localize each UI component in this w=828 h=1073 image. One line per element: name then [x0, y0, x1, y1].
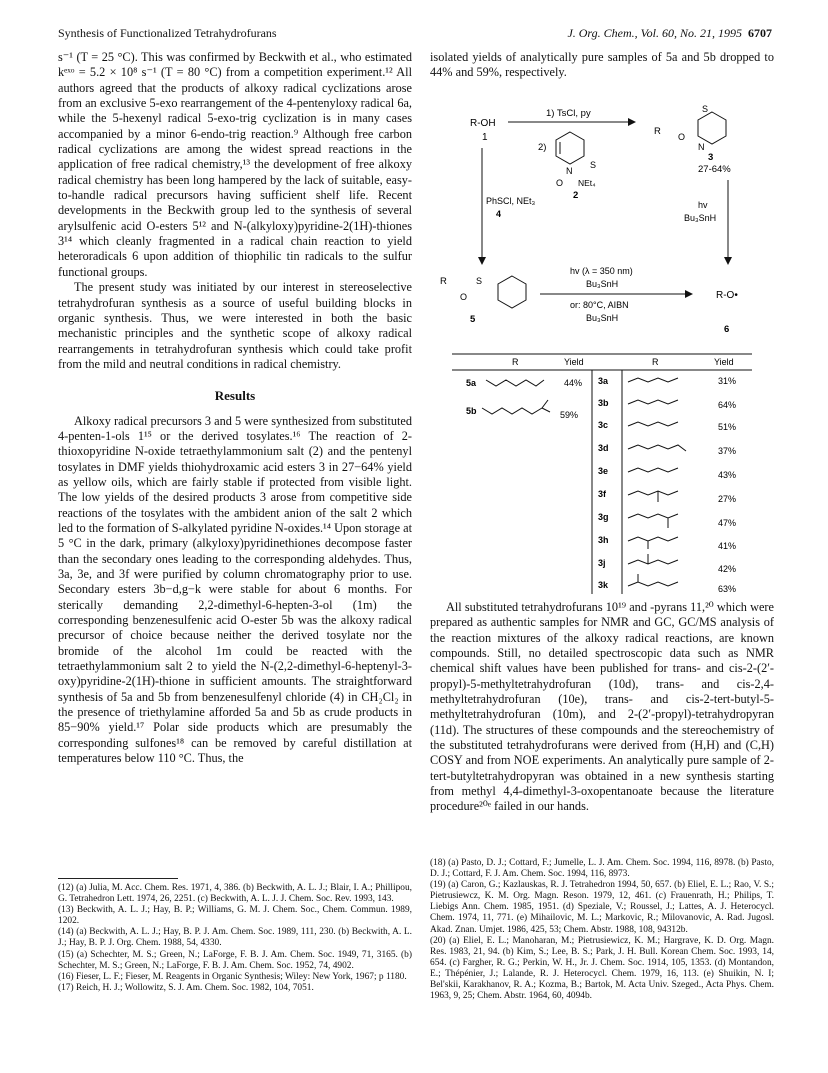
structure-3e	[628, 468, 678, 472]
compound-2-label: 2	[573, 190, 579, 201]
compound-4-label: 4	[496, 209, 502, 219]
reagent-roh: R-OH	[470, 118, 496, 129]
compound-5-label: 5	[470, 314, 476, 325]
footnote-18: (18) (a) Pasto, D. J.; Cottard, F.; Jumelle, L. J. Am. Chem. Soc. 1994, 116, 8978. (b) Pasto, D. J.; Cottard, F. J. Am. Chem. Soc. 1994, 116, 8973.	[430, 858, 774, 880]
structure-5a	[486, 380, 544, 386]
structure-3j	[628, 560, 678, 564]
structure-3k	[628, 582, 678, 586]
row-yield-3j: 42%	[718, 564, 737, 574]
running-header	[58, 26, 772, 42]
row-label-3a: 3a	[598, 376, 609, 386]
compound-5-o-atom: O	[460, 292, 468, 302]
paragraph-study-aim: The present study was initiated by our interest in stereoselective tetrahydrofuran synthesis as a source of useful building blocks in organic synthesis. Thus, we were interested in both the basic mechanistic principles and the synthetic scope of alkoxy radical rearrangements in tetrahydrofuran synthesis which could take profit from the mild and neutral conditions in radical chemistry.	[58, 280, 412, 371]
footnote-20: (20) (a) Eliel, E. L.; Manoharan, M.; Pietrusiewicz, K. M.; Hargrave, K. D. Org. Magn. Res. 1983, 21, 94. (b) Kim, S.; Lee, B. S.; Park, J. H. Bull. Korean Chem. Soc. 1993, 14, 654. (c) Fargher, R. G.; Perkin, W. H., Jr. J. Chem. Soc. 1914, 105, 1353. (d) Montandon, E.; Thépénier, J.; Lalande, R. J. Heterocycl. Chem. 1979, 16, 113. (e) Shuikin, N. I; Bel'skii, Karakhanov, R. A.; Kozma, B.; Bartok, M. Acta Univ. Szeged., Acta Phys. Chem. 1963, 9, 25; Chem. Abstr. 1964, 60, 4094b.	[430, 935, 774, 1002]
footnote-12: (12) (a) Julia, M. Acc. Chem. Res. 1971, 4, 386. (b) Beckwith, A. L. J.; Blair, I. A.; Phillipou, G. Tetrahedron Lett. 1974, 26, 2251. (c) Beckwith, A. L. J. J. Chem. Soc. Rev. 1993, 143.	[58, 883, 412, 905]
row-yield-3k: 63%	[718, 584, 737, 594]
row-label-3g: 3g	[598, 512, 609, 522]
row-yield-3b: 64%	[718, 400, 737, 410]
structure-3c	[628, 422, 678, 426]
right-column-bottom	[430, 600, 774, 815]
structure-5b	[482, 408, 542, 414]
paragraph-intro: s⁻¹ (T = 25 °C). This was confirmed by Beckwith et al., who estimated kᵉˣᵒ = 5.2 × 10⁸ s⁻¹ (T = 80 °C) from a competition experiment.¹² All authors agreed that the products of alkoxy radical cyclizations arose from an exclusive 5-exo rearrangement of the 4-pentenyloxy radical 6a, while the 5-hexenyl radical 5-exo-trig cyclization is in many cases accompanied by a minor 6-endo-trig reaction.⁹ Although free carbon radical cyclizations are among the widest spread reactions in the application of free radical chemistry,¹³ the development of free alkoxy radical chemistry has been long hampered by the lack of suitable, easy-to-handle radical precursors having sufficient shelf life. Recent developments in the Beckwith group led to the synthesis of several arylsulfenic acid O-esters 5¹² and N-(alkyloxy)pyridine-2(1H)-thiones 3¹⁴ which cleanly fragmented in a radical chain reaction to yield heteroradicals 6 upon addition of thiophilic tin radicals to the sulfur functional groups.	[58, 50, 412, 279]
footnotes-right	[430, 858, 774, 1002]
structure-5b-branch-1	[542, 400, 548, 408]
footnote-16: (16) Fieser, L. F.; Fieser, M. Reagents in Organic Synthesis; Wiley: New York, 1967; p 1180.	[58, 971, 407, 982]
table-header-yield-left: Yield	[564, 357, 584, 367]
paragraph-results: Alkoxy radical precursors 3 and 5 were synthesized from substituted 4-penten-1-ols 1¹⁵ or the derived tosylates.¹⁶ The reaction of 2-thioxopyridine N-oxide tetraethylammonium salt (2) and the pentenyl tosylates in DMF yields thiohydroxamic acid esters 3 in 27−64% yield as yellow oils, which are fairly stable if protected from visible light. The low yields of the desired products 3 arose from competitive side reactions of the tosylates with the ambident anion of the salt 2 which led to the formation of S-alkylated pyridine N-oxides.¹⁴ Upon storage at 5 °C in the dark, primary (alkyloxy)pyridinethiones decompose faster than the secondary ones leading to the corresponding aldehydes. Thus, 3a, 3e, and 3f were purified by column chromatography prior to use. Secondary esters 3b−d,g−k were stable for about 6 months. For sterically demanding 2,2-dimethyl-6-hepten-3-ol (1m) the corresponding benzenesulfenic acid O-ester 5b was the alkoxy radical precursor of choice because neither the derived tosylate nor the bromide of the alcohol 1m could be reacted with the tetraethylammonium salt 2 to yield the N-(2,2-dimethyl-6-heptenyl-3-oxy)pyridine-2(1H)-thione in sufficient amounts. The straightforward synthesis of 5a and 5b from benzenesulfenyl chloride (4) in CH₂Cl₂ in the presence of triethylamine afforded 5a and 5b as crude products in 85−90% yield.¹⁷ Polar side products which are presumably the corresponding sulfones¹⁸ can be removed by careful distillation at temperatures below 110 °C. Thus, the	[58, 413, 412, 766]
row-label-5a: 5a	[466, 378, 477, 388]
salt-2-o-minus: O	[556, 178, 564, 188]
row-yield-3a: 31%	[718, 376, 737, 386]
yield-table	[452, 352, 752, 594]
footnote-14: (14) (a) Beckwith, A. L. J.; Hay, B. P. J. Am. Chem. Soc. 1989, 111, 230. (b) Beckwith, A. L. J.; Hay, B. P. J. Org. Chem. 1988, 54, 4330.	[58, 927, 412, 949]
compound-3-r-group: R	[654, 126, 661, 137]
row-label-3f: 3f	[598, 489, 607, 499]
condition-hv-350: hv (λ = 350 nm)	[570, 266, 633, 276]
compound-3-n-atom: N	[698, 142, 705, 152]
header-page-number: 6707	[748, 26, 772, 40]
condition-bu3snh: Bu₃SnH	[684, 213, 717, 223]
row-yield-3c: 51%	[718, 422, 737, 432]
salt-2-counterion: NEt₄	[578, 178, 596, 188]
footnote-13: (13) Beckwith, A. L. J.; Hay, B. P.; Williams, G. M. J. Chem. Soc., Chem. Commun. 1989, 1202.	[58, 905, 412, 927]
row-label-3d: 3d	[598, 443, 609, 453]
condition-tscl: 1) TsCl, py	[546, 108, 591, 119]
salt-2-n-atom: N	[566, 166, 573, 176]
structure-3a	[628, 378, 678, 382]
structure-3f	[628, 491, 678, 495]
structure-3h	[628, 537, 678, 541]
compound-3-o-atom: O	[678, 132, 686, 142]
condition-step2: 2)	[538, 142, 547, 153]
structure-3d	[628, 445, 686, 451]
footnote-17: (17) Reich, H. J.; Wollowitz, S. J. Am. Chem. Soc. 1982, 104, 7051.	[58, 982, 314, 993]
row-yield-3f: 27%	[718, 494, 737, 504]
reaction-scheme-svg	[430, 104, 774, 342]
compound-3-label: 3	[708, 152, 714, 163]
compound-3-yield: 27-64%	[698, 164, 731, 175]
structure-3b	[628, 400, 678, 404]
row-label-3b: 3b	[598, 398, 609, 408]
yield-table-svg	[452, 352, 752, 594]
footnote-19: (19) (a) Caron, G.; Kazlauskas, R. J. Tetrahedron 1994, 50, 657. (b) Eliel, E. L.; Rao, V. S.; Pietrusiewcz, K. M. Org. Magn. Reson. 1979, 12, 461. (c) Frauenrath, H.; Philips, T. Liebigs Ann. Chem. 1985, 1951. (d) Speziale, V.; Roussel, J.; Lattes, A. J. Heterocycl. Chem. 1974, 11, 771. (e) Mihailovic, M. L.; Markovic, R.; Milovanovic, A. Rad. Jugosl. Akad. Znan. Umjet. 1986, 425, 53; Chem. Abstr. 1988, 108, 94312b.	[430, 880, 774, 935]
row-yield-3g: 47%	[718, 518, 737, 528]
header-journal-name: J. Org. Chem., Vol. 60, No. 21, 1995	[567, 26, 742, 40]
paragraph-yields: isolated yields of analytically pure samples of 5a and 5b dropped to 44% and 59%, respectively.	[430, 50, 774, 80]
compound-5-s-atom: S	[476, 276, 483, 286]
row-yield-3h: 41%	[718, 541, 737, 551]
compound-1-label: 1	[482, 132, 488, 143]
footnote-15: (15) (a) Schechter, M. S.; Green, N.; LaForge, F. B. J. Am. Chem. Soc. 1949, 71, 3165. (b) Schechter, M. S.; Green, N.; LaForge, F. B. J. Am. Chem. Soc. 1952, 74, 4902.	[58, 949, 412, 971]
row-yield-5b: 59%	[560, 410, 579, 420]
right-column-top	[430, 50, 774, 81]
row-yield-3e: 43%	[718, 470, 737, 480]
condition-bu3snh-2: Bu₃SnH	[586, 279, 619, 289]
footnote-rule	[58, 878, 178, 879]
condition-aibn: or: 80°C, AIBN	[570, 300, 629, 310]
header-title: Synthesis of Functionalized Tetrahydrofurans	[58, 26, 277, 40]
row-label-3j: 3j	[598, 558, 606, 568]
structure-5b-branch-2	[542, 408, 550, 412]
row-label-3e: 3e	[598, 466, 609, 476]
table-header-yield-right: Yield	[714, 357, 734, 367]
compound-5-r-group: R	[440, 276, 447, 287]
compound-3-s-atom: S	[702, 104, 709, 114]
alkoxy-radical-6: R-O•	[716, 290, 738, 301]
row-yield-5a: 44%	[564, 378, 583, 388]
footnotes-left	[58, 878, 412, 994]
left-column	[58, 50, 412, 766]
row-label-3h: 3h	[598, 535, 609, 545]
compound-3-ring	[698, 112, 726, 144]
right-rows	[598, 376, 736, 594]
header-journal	[567, 26, 772, 41]
compound-6-label: 6	[724, 324, 730, 335]
condition-phscl: PhSCl, NEt₃	[486, 196, 536, 206]
table-header-r-right: R	[652, 357, 659, 367]
row-label-5b: 5b	[466, 406, 477, 416]
table-header-r-left: R	[512, 357, 519, 367]
paragraph-known-compounds: All substituted tetrahydrofurans 10¹⁹ and -pyrans 11,²⁰ which were prepared as authentic samples for NMR and GC, GC/MS analysis of the reaction mixtures of the alkoxy radical reactions, are known compounds. Still, no detailed spectroscopic data such as NMR chemical shift values have been published for trans- and cis-2-(2′-propyl)-5-methyltetrahydrofuran (10d), trans- and cis-2,4-methyltetrahydrofuran (10e), trans- and cis-2-tert-butyl-5-methyltetrahydrofuran (10m), and 2-(2′-propyl)-tetrahydropyran (11d). The structures of these compounds and the stereochemistry of the substituted tetrahydrofurans were derived from (H,H) and (C,H) COSY and from NOE experiments. An analytically pure sample of 2-tert-butyltetrahydropyran was obtained in a new synthesis starting from methyl 4,4-dimethyl-3-oxopentanoate because the literature procedure²⁰ᵉ failed in our hands.	[430, 600, 774, 814]
row-label-3c: 3c	[598, 420, 609, 430]
row-label-3k: 3k	[598, 580, 609, 590]
salt-2-s-atom: S	[590, 160, 597, 170]
compound-5-phenyl	[498, 276, 526, 308]
results-heading: Results	[214, 388, 256, 404]
row-yield-3d: 37%	[718, 446, 737, 456]
condition-hv: hv	[698, 200, 708, 210]
reaction-scheme	[430, 104, 774, 342]
condition-bu3snh-3: Bu₃SnH	[586, 313, 619, 323]
structure-3g	[628, 514, 678, 518]
